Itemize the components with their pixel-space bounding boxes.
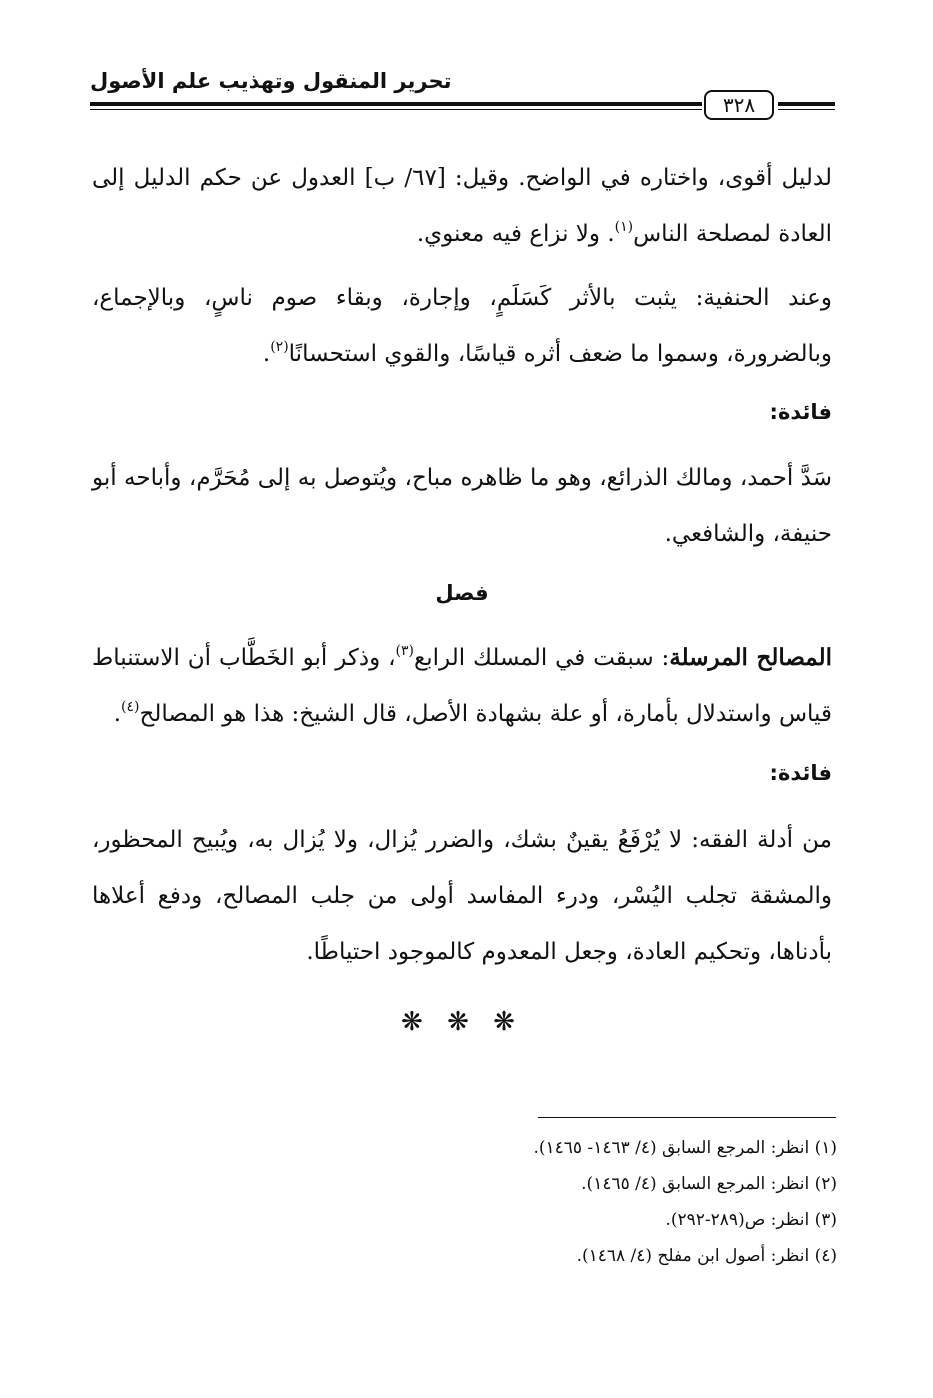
paragraph-3: سَدَّ أحمد، ومالك الذرائع، وهو ما ظاهره مباح، ويُتوصل به إلى مُحَرَّم، وأباحه أبو حنيفة، والشافعي. — [92, 465, 832, 547]
paragraph-1-end: . ولا نزاع فيه معنوي. — [416, 221, 615, 247]
page-number: ٣٢٨ — [704, 90, 774, 120]
term-maslaha-mursala: المصالح المرسلة — [669, 644, 832, 671]
paragraph-4-text-2: ، وذكر أبو الخَطَّاب أن الاستنباط قياس واستدلال بأمارة، أو علة بشهادة الأصل، قال الشيخ: هذا هو المصالح — [92, 645, 832, 727]
footnote-ref-1: (١) — [614, 219, 634, 235]
benefit-heading-1: فائدة: — [769, 400, 832, 424]
paragraph-4 — [92, 630, 832, 742]
paragraph-2-text: وعند الحنفية: يثبت بالأثر كَسَلَمٍ، وإجارة، وبقاء صوم ناسٍ، وبالإجماع، وبالضرورة، وسموا ما ضعف أثره قياسًا، والقوي استحسانًا — [92, 285, 832, 367]
footnote-4: (٤) انظر: أصول ابن مفلح (٤/ ١٤٦٨). — [576, 1246, 837, 1266]
footnote-rule — [538, 1117, 836, 1118]
footnote-ref-3: (٣) — [395, 643, 414, 659]
header-rule-right-thin — [778, 109, 835, 110]
header-rule-right-thick — [778, 102, 835, 106]
paragraph-1-text: لدليل أقوى، واختاره في الواضح. وقيل: [٦٧/ ب] العدول عن حكم الدليل إلى العادة لمصلحة الناس — [92, 165, 832, 247]
paragraph-5: من أدلة الفقه: لا يُرْفَعُ يقينٌ بشك، والضرر يُزال، ولا يُزال به، ويُبيح المحظور، والمشقة تجلب اليُسْر، ودرء المفاسد أولى من جلب المصالح، ودفع أعلاها بأدناها، وتحكيم العادة، وجعل المعدوم كالموجود احتياطًا. — [92, 827, 832, 965]
section-separator: ❋ ❋ ❋ — [401, 1007, 523, 1037]
paragraph-4-text: : سبقت في المسلك الرابع — [414, 645, 670, 671]
benefit-heading-2: فائدة: — [769, 761, 832, 785]
paragraph-2 — [92, 270, 832, 382]
footnote-3: (٣) انظر: ص(٢٨٩-٢٩٢). — [665, 1210, 837, 1230]
page-header — [90, 64, 835, 122]
footnote-ref-4: (٤) — [121, 699, 140, 715]
paragraph-1 — [92, 150, 832, 262]
header-rule-thin — [90, 109, 702, 110]
footnote-ref-2: (٢) — [270, 339, 289, 355]
footnote-2: (٢) انظر: المرجع السابق (٤/ ١٤٦٥). — [581, 1174, 837, 1194]
paragraph-4-end: . — [113, 701, 122, 727]
running-title: تحرير المنقول وتهذيب علم الأصول — [90, 69, 452, 93]
paragraph-2-end: . — [262, 341, 271, 367]
footnote-1: (١) انظر: المرجع السابق (٤/ ١٤٦٣- ١٤٦٥). — [533, 1138, 837, 1158]
footnotes — [92, 1130, 837, 1274]
header-rule-thick — [90, 102, 702, 106]
section-heading: فصل — [435, 581, 489, 605]
